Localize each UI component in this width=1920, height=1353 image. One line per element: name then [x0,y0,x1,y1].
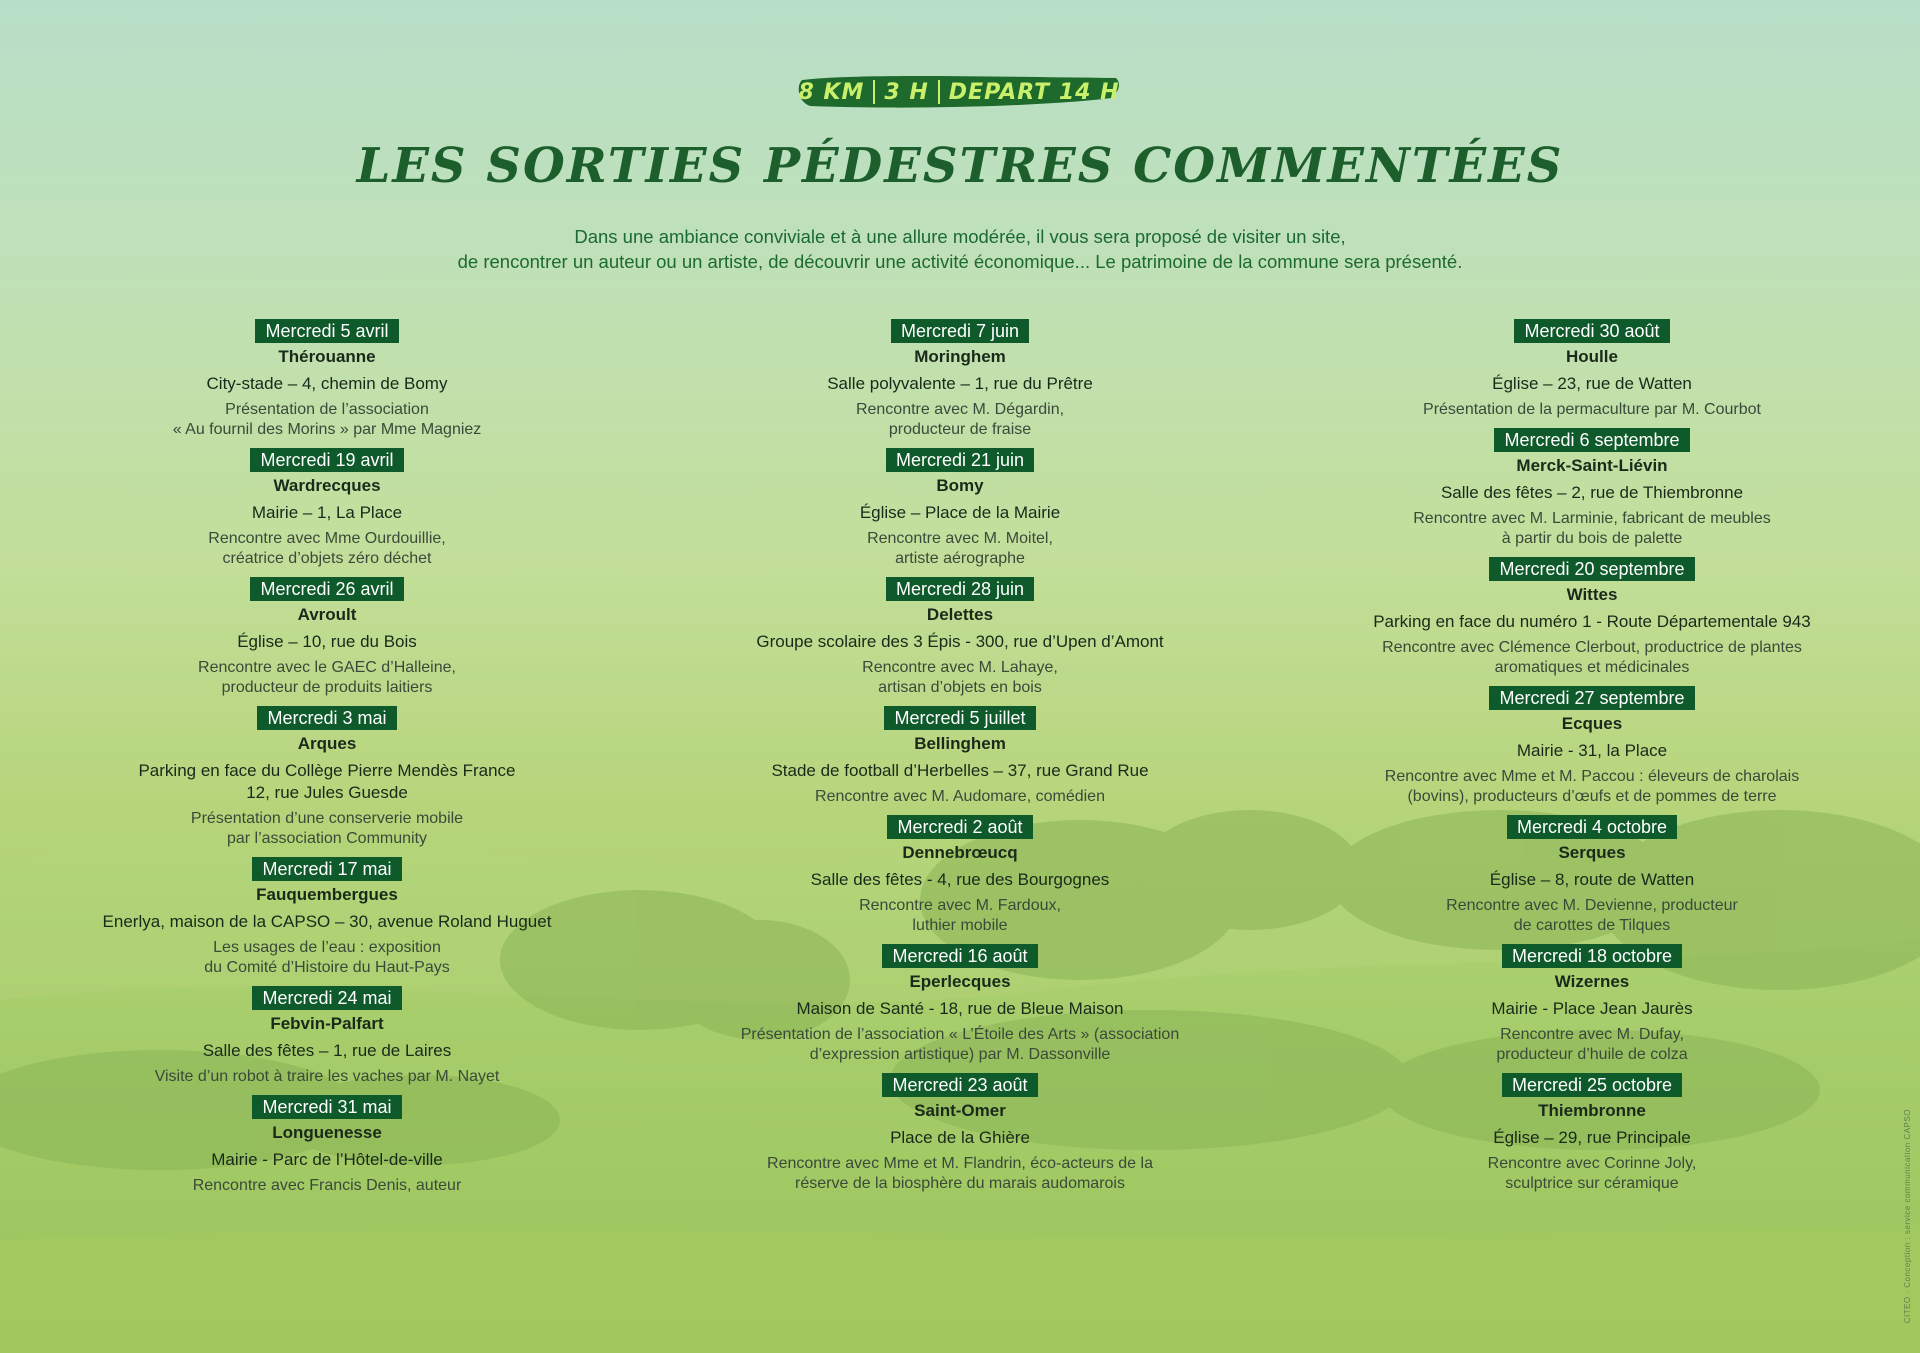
event-venue: Église – 10, rue du Bois [237,632,417,651]
event-description: Rencontre avec le GAEC d’Halleine, producteur de produits laitiers [198,659,456,696]
event-venue: Église – 8, route de Watten [1489,870,1695,889]
event-item [1332,428,1852,549]
event-item [700,815,1220,936]
event-date: Mercredi 5 avril [255,319,398,343]
event-item [700,1073,1220,1194]
event-description: Rencontre avec M. Dufay, producteur d’huile de colza [1496,1026,1688,1063]
event-venue: Groupe scolaire des 3 Épis - 300, rue d’Upen d’Amont [756,632,1164,651]
event-item [1332,1073,1852,1194]
event-description: Rencontre avec Francis Denis, auteur [192,1177,462,1194]
event-description: Rencontre avec Mme et M. Flandrin, éco-acteurs de la réserve de la biosphère du marais audomarois [767,1155,1153,1192]
event-item [67,857,587,978]
event-town: Arques [297,734,357,753]
event-description: Rencontre avec M. Audomare, comédien [815,788,1105,805]
banner-separator [873,80,875,104]
event-date: Mercredi 5 juillet [884,706,1035,730]
intro-line: Dans une ambiance conviviale et à une allure modérée, il vous sera proposé de visiter un site, [574,226,1346,247]
event-town: Ecques [1561,714,1623,733]
event-town: Bomy [936,476,984,495]
event-description: Présentation de l’association « Au fournil des Morins » par Mme Magniez [172,401,482,438]
event-date: Mercredi 16 août [882,944,1037,968]
event-item [67,1095,587,1196]
event-item [67,986,587,1087]
design-credit: CITEO · Conception : service communication CAPSO [1903,1108,1912,1323]
event-description: Présentation d’une conserverie mobile par l’association Community [190,810,464,847]
event-description: Présentation de l’association « L’Étoile des Arts » (association d’expression artistique) par M. Dassonville [740,1026,1180,1063]
event-date: Mercredi 7 juin [891,319,1029,343]
event-date: Mercredi 6 septembre [1494,428,1689,452]
event-date: Mercredi 3 mai [257,706,396,730]
event-venue: Salle des fêtes – 1, rue de Laires [202,1041,452,1060]
event-description: Rencontre avec M. Dégardin, producteur de fraise [855,401,1065,438]
event-date: Mercredi 2 août [887,815,1032,839]
event-description: Les usages de l’eau : exposition du Comité d’Histoire du Haut-Pays [204,939,450,976]
event-town: Delettes [926,605,994,624]
event-town: Merck-Saint-Liévin [1516,456,1668,475]
event-date: Mercredi 17 mai [252,857,401,881]
schedule-column-2 [700,319,1220,1202]
event-date: Mercredi 4 octobre [1507,815,1677,839]
event-town: Wardrecques [273,476,381,495]
event-date: Mercredi 26 avril [250,577,403,601]
event-venue: City-stade – 4, chemin de Bomy [206,374,448,393]
event-item [67,319,587,440]
event-item [700,319,1220,440]
event-town: Houlle [1566,347,1618,366]
event-town: Febvin-Palfart [270,1014,384,1033]
distance-label: 8 KM [798,79,865,105]
event-venue: Mairie - Place Jean Jaurès [1491,999,1693,1018]
event-date: Mercredi 28 juin [886,577,1034,601]
event-date: Mercredi 25 octobre [1502,1073,1682,1097]
event-venue: Mairie - 31, la Place [1516,741,1668,760]
event-item [700,577,1220,698]
event-item [700,944,1220,1065]
event-item [67,577,587,698]
event-date: Mercredi 20 septembre [1489,557,1694,581]
banner-separator [938,80,940,104]
event-item [1332,319,1852,420]
event-venue: Salle polyvalente – 1, rue du Prêtre [827,374,1093,393]
event-date: Mercredi 31 mai [252,1095,401,1119]
event-venue: Église – Place de la Mairie [859,503,1061,522]
event-description: Visite d’un robot à traire les vaches par M. Nayet [154,1068,500,1085]
event-town: Wittes [1566,585,1618,604]
event-date: Mercredi 23 août [882,1073,1037,1097]
event-date: Mercredi 19 avril [250,448,403,472]
event-town: Dennebrœucq [902,843,1018,862]
schedule-column-3 [1332,319,1852,1202]
event-venue: Église – 23, rue de Watten [1492,374,1692,393]
event-venue: Maison de Santé - 18, rue de Bleue Maison [796,999,1124,1018]
event-venue: Enerlya, maison de la CAPSO – 30, avenue Roland Huguet [102,912,552,931]
event-date: Mercredi 24 mai [252,986,401,1010]
event-town: Longuenesse [272,1123,382,1142]
event-venue: Mairie - Parc de l’Hôtel-de-ville [211,1150,443,1169]
event-town: Bellinghem [914,734,1006,753]
event-date: Mercredi 30 août [1514,319,1669,343]
event-town: Thérouanne [278,347,376,366]
event-description: Rencontre avec Clémence Clerbout, productrice de plantes aromatiques et médicinales [1382,639,1802,676]
event-item [67,448,587,569]
event-venue: Salle des fêtes - 4, rue des Bourgognes [810,870,1110,889]
event-item [1332,944,1852,1065]
event-date: Mercredi 18 octobre [1502,944,1682,968]
event-description: Rencontre avec Corinne Joly, sculptrice sur céramique [1487,1155,1697,1192]
event-town: Thiembronne [1538,1101,1646,1120]
departure-label: DEPART 14 H [948,79,1120,105]
schedule-column-1 [67,319,587,1204]
event-town: Eperlecques [909,972,1011,991]
event-description: Rencontre avec Mme Ourdouillie, créatrice d’objets zéro déchet [208,530,446,567]
event-description: Rencontre avec M. Devienne, producteur de carottes de Tilques [1446,897,1738,934]
page-title: LES SORTIES PÉDESTRES COMMENTÉES [356,138,1564,194]
event-item [700,706,1220,807]
event-description: Rencontre avec M. Lahaye, artisan d’objets en bois [862,659,1058,696]
event-venue: Stade de football d’Herbelles – 37, rue Grand Rue [771,761,1149,780]
event-description: Rencontre avec M. Larminie, fabricant de meubles à partir du bois de palette [1413,510,1771,547]
event-venue: Parking en face du Collège Pierre Mendès France 12, rue Jules Guesde [138,761,516,802]
intro-text [0,224,1920,274]
event-item [1332,815,1852,936]
event-venue: Église – 29, rue Principale [1493,1128,1691,1147]
event-description: Présentation de la permaculture par M. Courbot [1423,401,1761,418]
event-item [700,448,1220,569]
event-town: Avroult [297,605,357,624]
event-town: Saint-Omer [914,1101,1006,1120]
event-venue: Place de la Ghière [890,1128,1030,1147]
event-item [1332,686,1852,807]
event-description: Rencontre avec M. Fardoux, luthier mobile [859,897,1061,934]
event-venue: Salle des fêtes – 2, rue de Thiembronne [1440,483,1744,502]
event-town: Moringhem [914,347,1006,366]
event-town: Fauquembergues [256,885,398,904]
event-date: Mercredi 21 juin [886,448,1034,472]
event-venue: Parking en face du numéro 1 - Route Départementale 943 [1373,612,1811,631]
event-town: Serques [1558,843,1626,862]
event-date: Mercredi 27 septembre [1489,686,1694,710]
duration-label: 3 H [884,79,929,105]
event-description: Rencontre avec Mme et M. Paccou : éleveurs de charolais (bovins), producteurs d’œufs et de pommes de terre [1384,768,1800,805]
info-banner [796,72,1122,112]
event-item [1332,557,1852,678]
event-venue: Mairie – 1, La Place [251,503,403,522]
event-town: Wizernes [1554,972,1630,991]
event-item [67,706,587,849]
intro-line: de rencontrer un auteur ou un artiste, de découvrir une activité économique... Le patrimoine de la commune sera présenté. [457,251,1463,272]
event-description: Rencontre avec M. Moitel, artiste aérographe [867,530,1053,567]
